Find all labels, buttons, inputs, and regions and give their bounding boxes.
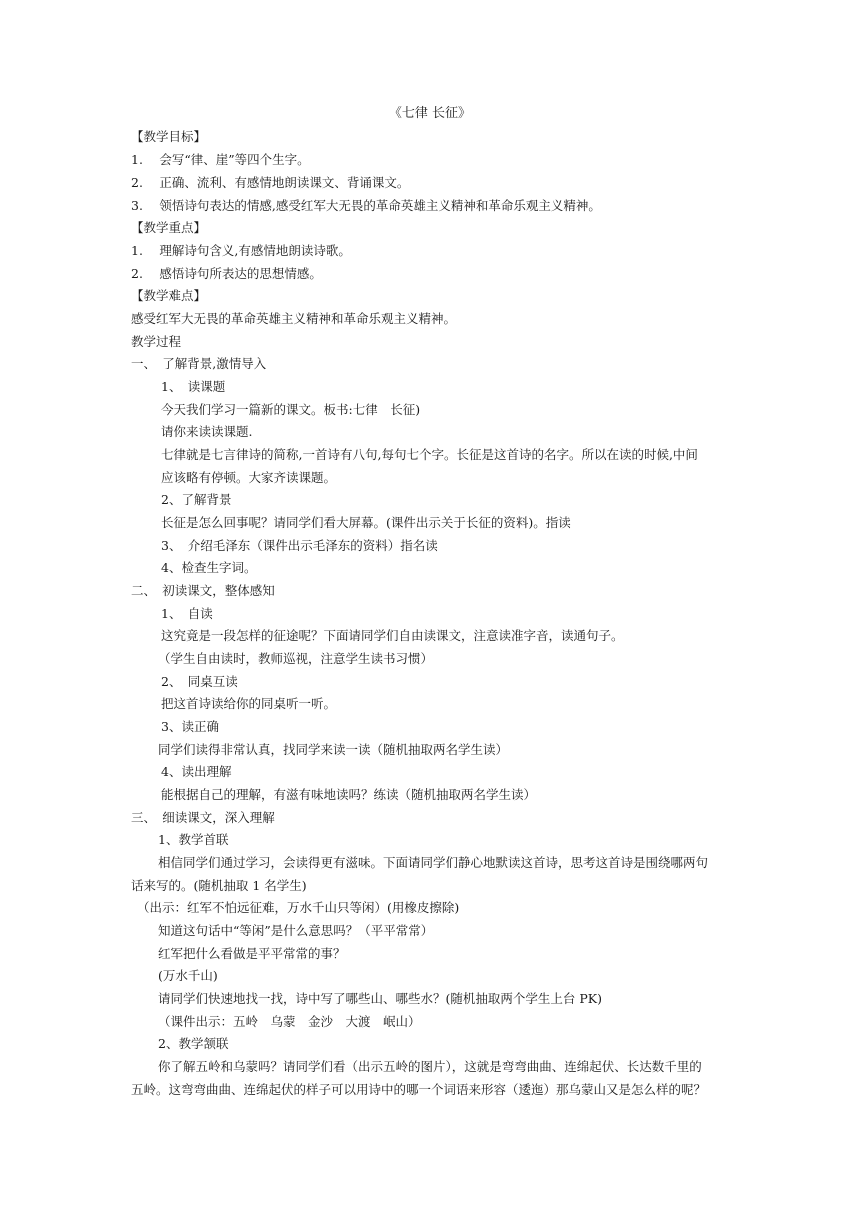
text-line: 把这首诗读给你的同桌听一听。: [161, 696, 337, 711]
text-line: 2、 同桌互读: [161, 674, 238, 689]
section-heading-process: 教学过程: [131, 334, 182, 349]
text-line: 应该略有停顿。大家齐读课题。: [161, 470, 337, 485]
text-line: 五岭。这弯弯曲曲、连绵起伏的样子可以用诗中的哪一个词语来形容（逶迤）那乌蒙山又是怎么样的呢？: [131, 1082, 707, 1097]
text-line: 今天我们学习一篇新的课文。板书:七律 长征): [161, 402, 421, 417]
text-line: 2、教学颔联: [158, 1036, 229, 1051]
text-line: （课件出示：五岭 乌蒙 金沙 大渡 岷山）: [158, 1014, 421, 1029]
text-line: 请你来读读课题.: [161, 424, 253, 439]
text-line: 2. 正确、流利、有感情地朗读课文、背诵课文。: [131, 175, 410, 190]
text-line: 长征是怎么回事呢？请同学们看大屏幕。(课件出示关于长征的资料)。指读: [161, 515, 571, 530]
text-line: 请同学们快速地找一找，诗中写了哪些山、哪些水？(随机抽取两个学生上台 PK): [158, 991, 602, 1006]
text-line: 1. 会写“律、崖”等四个生字。: [131, 152, 310, 167]
text-line: 七律就是七言律诗的简称,一首诗有八句,每句七个字。长征是这首诗的名字。所以在读的时候,中间: [161, 447, 698, 462]
text-line: 4、检查生字词。: [161, 560, 257, 575]
text-line: 二、 初读课文，整体感知: [131, 583, 275, 598]
text-line: 三、 细读课文，深入理解: [131, 810, 275, 825]
text-line: 4、读出理解: [161, 764, 232, 779]
text-line: 3、读正确: [161, 719, 219, 734]
text-line: 一、 了解背景,激情导入: [131, 356, 267, 371]
text-line: 你了解五岭和乌蒙吗？请同学们看（出示五岭的图片），这就是弯弯曲曲、连绵起伏、长达数千里的: [158, 1059, 702, 1074]
text-line: 同学们读得非常认真，找同学来读一读（随机抽取两名学生读）: [158, 742, 509, 757]
section-heading-key-points: 【教学重点】: [131, 220, 207, 235]
text-line: 这究竟是一段怎样的征途呢？下面请同学们自由读课文，注意读准字音，读通句子。: [161, 628, 624, 643]
text-line: 能根据自己的理解，有滋有味地读吗？练读（随机抽取两名学生读）: [161, 787, 537, 802]
text-line: 2. 感悟诗句所表达的思想情感。: [131, 266, 322, 281]
section-heading-objectives: 【教学目标】: [131, 129, 207, 144]
text-line: 1、 自读: [161, 606, 213, 621]
text-line: （学生自由读时，教师巡视，注意学生读书习惯）: [158, 651, 434, 666]
text-line: 相信同学们通过学习，会读得更有滋味。下面请同学们静心地默读这首诗，思考这首诗是围绕哪两句: [158, 855, 709, 870]
text-line: 3. 领悟诗句表达的情感,感受红军大无畏的革命英雄主义精神和革命乐观主义精神。: [131, 198, 601, 213]
section-heading-difficulties: 【教学难点】: [131, 288, 207, 303]
text-line: 1、教学首联: [158, 832, 229, 847]
text-line: 1、 读课题: [161, 379, 226, 394]
text-line: 感受红军大无畏的革命英雄主义精神和革命乐观主义精神。: [131, 311, 457, 326]
text-line: 话来写的。(随机抽取 1 名学生): [131, 878, 307, 893]
text-line: 知道这句话中“等闲”是什么意思吗？（平平常常）: [158, 923, 434, 938]
text-line: 红军把什么看做是平平常常的事？: [158, 946, 346, 961]
text-line: （出示：红军不怕远征难，万水千山只等闲）(用橡皮擦除): [137, 900, 460, 915]
text-line: 2、了解背景: [161, 492, 232, 507]
text-line: 3、 介绍毛泽东（课件出示毛泽东的资料）指名读: [161, 538, 438, 553]
document-title: 《七律 长征》: [388, 106, 472, 121]
text-line: (万水千山): [158, 968, 218, 983]
text-line: 1. 理解诗句含义,有感情地朗读诗歌。: [131, 243, 351, 258]
